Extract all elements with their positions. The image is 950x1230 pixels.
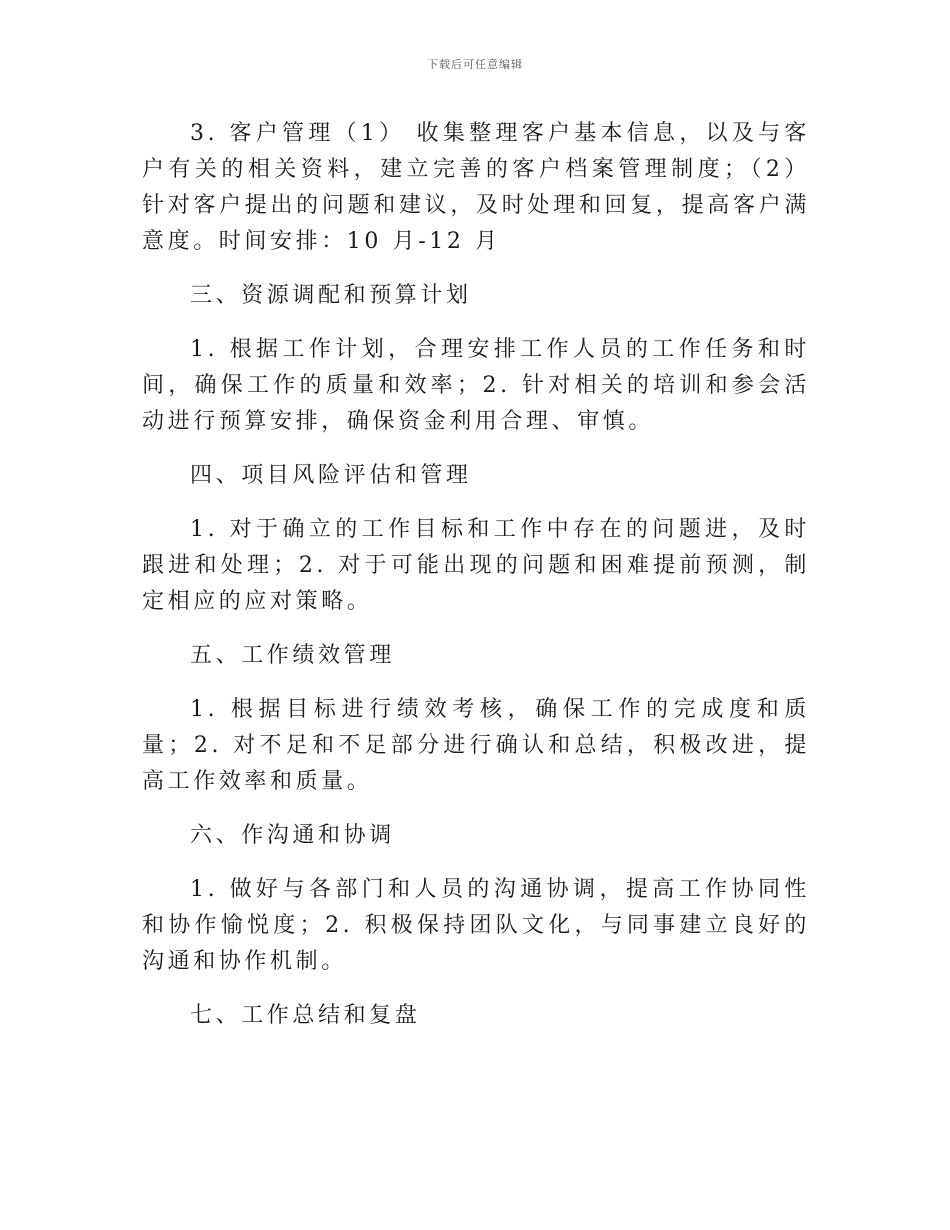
paragraph-resources-budget: 1. 根据工作计划，合理安排工作人员的工作任务和时间，确保工作的质量和效率；2. 针对相关的培训和参会活动进行预算安排，确保资金利用合理、审慎。 — [142, 337, 810, 434]
paragraph-performance: 1. 根据目标进行绩效考核，确保工作的完成度和质量；2. 对不足和不足部分进行确认和总结，积极改进，提高工作效率和质量。 — [142, 697, 810, 794]
page-header: 下载后可任意编辑 — [427, 58, 523, 71]
paragraph-communication: 1. 做好与各部门和人员的沟通协调，提高工作协同性和协作愉悦度；2. 积极保持团队文化，与同事建立良好的沟通和协作机制。 — [142, 877, 810, 974]
paragraph-risk-management: 1. 对于确立的工作目标和工作中存在的问题进，及时跟进和处理；2. 对于可能出现的问题和困难提前预测，制定相应的应对策略。 — [142, 517, 810, 614]
section-heading-resources-budget: 三、资源调配和预算计划 — [190, 283, 472, 308]
paragraph-customer-management: 3. 客户管理（1） 收集整理客户基本信息，以及与客户有关的相关资料，建立完善的客户档案管理制度；（2） 针对客户提出的问题和建议，及时处理和回复，提高客户满意度。时间安排：10 月-12 月 — [142, 121, 810, 254]
section-heading-summary: 七、工作总结和复盘 — [190, 1003, 421, 1028]
document-body — [142, 116, 810, 1034]
section-heading-risk-management: 四、项目风险评估和管理 — [190, 463, 472, 488]
section-heading-performance: 五、工作绩效管理 — [190, 643, 395, 668]
section-heading-communication: 六、作沟通和协调 — [190, 823, 395, 848]
